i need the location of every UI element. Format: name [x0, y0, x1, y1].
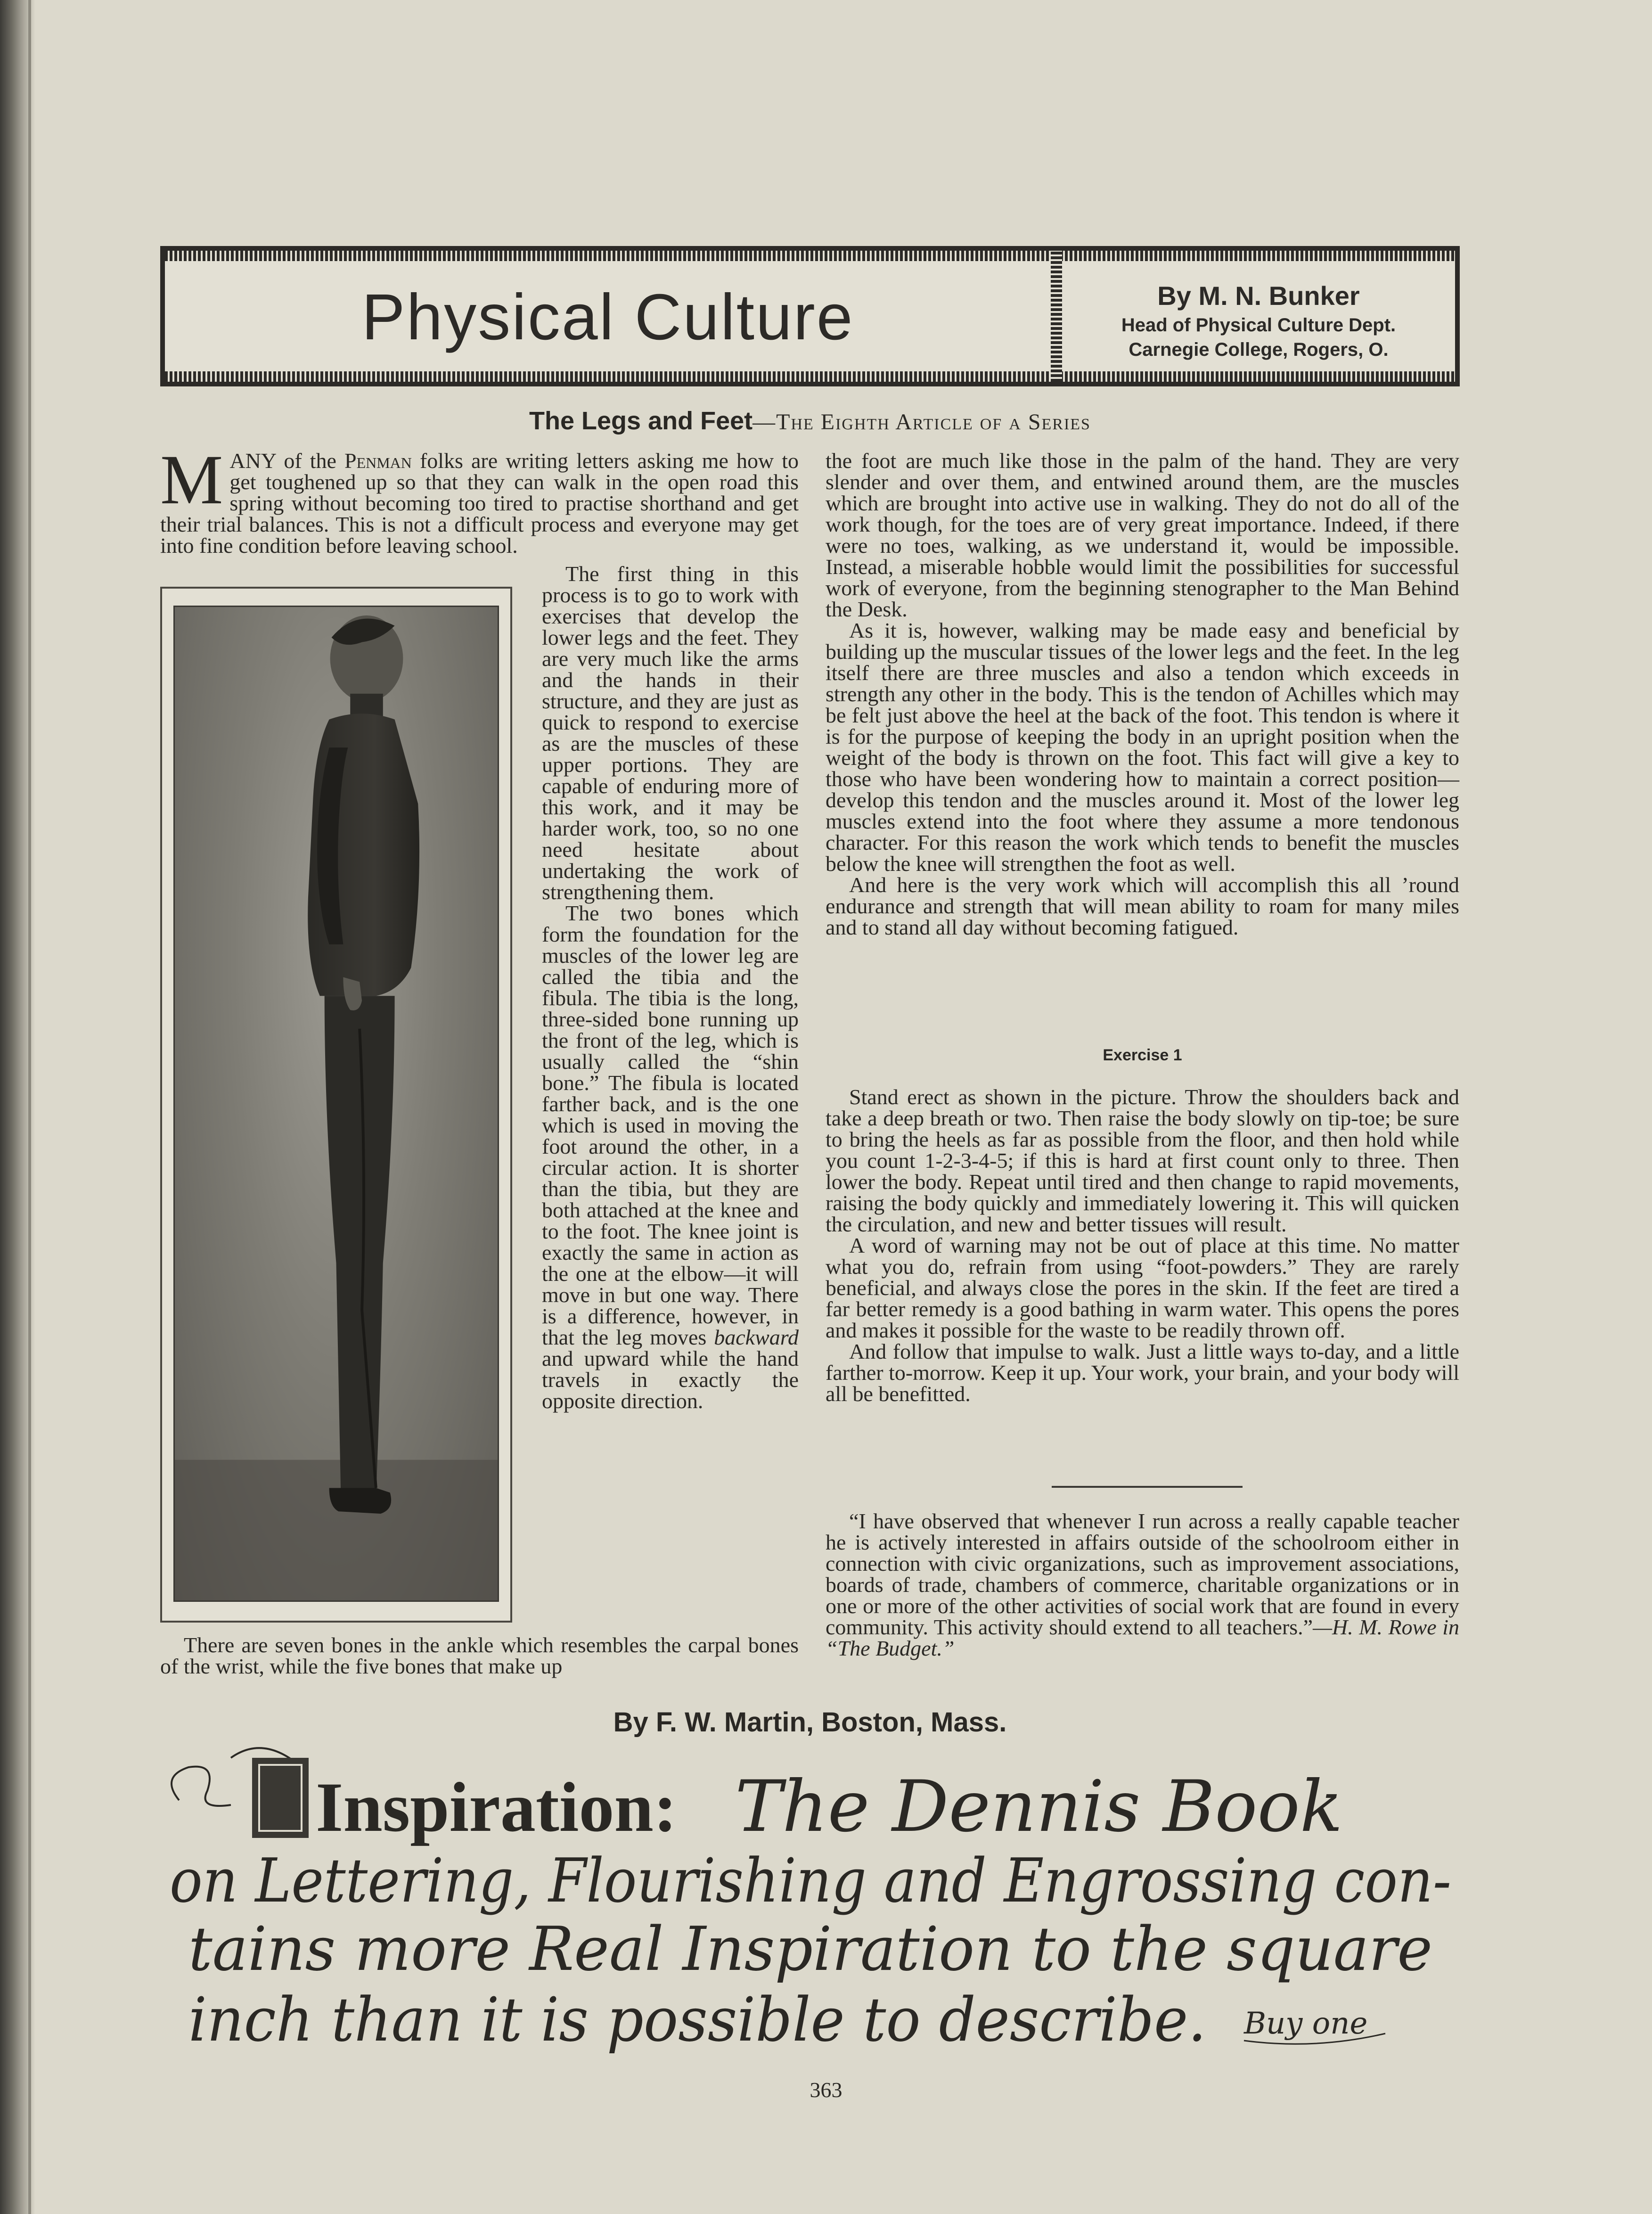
quote-body: “I have observed that whenever I run across a really capable teacher he is actively interested in affairs outside of the schoolroom either in connection with civic organizations, such as improvement associations, boards of trade, chambers of commerce, charitable organizations or in one or more of the other activities of social work that are found in every community. This activity should extend to all teachers.”	[826, 1509, 1459, 1639]
paragraph-exercises: The first thing in this process is to go to work with exercises that develop the lower legs and the feet. They are very much like the arms and the hands in their structure, and they are just as quick to respond to exercise as are the muscles of these upper portions. They are capable of enduring more of this work, and it may be harder work, too, so no one need hesitate about undertaking the work of strengthening them.	[542, 562, 799, 904]
intro-text-b: folks are writing letters asking me how to get toughened up so that they can walk in the open road this spring without becoming too tired to practise shorthand and get their trial balances. This is not a difficult process and everyone may get into fine condition before leaving school.	[160, 449, 799, 558]
article-series: —The Eighth Article of a Series	[752, 410, 1091, 435]
inspiration-gothic: Inspiration:	[316, 1768, 677, 1846]
calligraphy-credit: By F. W. Martin, Boston, Mass.	[613, 1707, 1007, 1738]
paragraph-warning: A word of warning may not be out of place at this time. No matter what you do, refrain from using “foot-powders.” They are rarely beneficial, and always close the pores in the skin. If the feet are tired a far better remedy is a good bathing in warm water. This opens the pores and makes it possible for the waste to be readily thrown off.	[826, 1233, 1459, 1342]
exercise-section	[826, 1086, 1459, 1404]
inspiration-calligraphy	[160, 1739, 1460, 2069]
quote-text	[826, 1510, 1459, 1659]
inspiration-line-3: tains more Real Inspiration to the square	[188, 1914, 1432, 1984]
paragraph-walking: As it is, however, walking may be made easy and beneficial by building up the muscular tissues of the lower legs and the feet. In the leg itself there are three muscles and also a tendon which exceeds in strength any other in the body. This is the tendon of Achilles which may be felt just above the heel at the back of the foot. This tendon is where it is for the purpose of keeping the body in an upright position when the weight of the body is thrown on the foot. This fact will give a key to those who have been wondering how to maintain a correct position—develop this tendon and the muscles around it. Most of the lower leg muscles extend into the foot where they assume a more tendonous character. For this reason the work which tends to benefit the muscles below the knee will strengthen the foot as well.	[826, 618, 1459, 876]
inspiration-title: The Dennis Book	[735, 1766, 1343, 1848]
page-edge	[28, 0, 31, 2214]
article-title: The Legs and Feet	[529, 407, 753, 435]
header-box	[160, 246, 1460, 386]
quote-block	[826, 1510, 1459, 1659]
bones-text-b: and upward while the hand travels in exactly the opposite direction.	[542, 1346, 799, 1413]
left-narrow-column	[542, 563, 799, 1411]
inspiration-tail: Buy one	[1244, 2006, 1368, 2041]
paragraph-exercise-1: Stand erect as shown in the picture. Throw the shoulders back and take a deep breath or two. Then raise the body slowly on tip-toe; be sure to bring the heels as far as possible from the floor, and then hold while you count 1-2-3-4-5; if this is hard at first count only to three. Then lower the body. Repeat until tired and then change to rapid movements, raising the body quickly and immediately lowering it. This will quicken the circulation, and new and better tissues will result.	[826, 1085, 1459, 1236]
article-heading	[160, 406, 1460, 435]
inspiration-line-4: inch than it is possible to describe.	[188, 1985, 1206, 2055]
bones-text-a: The two bones which form the foundation for the muscles of the lower leg are called the tibia and the fibula. The tibia is the long, three-sided bone running up the front of the leg, which is usually called the “shin bone.” The fibula is located farther back, and is the one which is used in moving the foot around the other, in a circular action. It is shorter than the tibia, but they are both attached at the knee and to the foot. The knee joint is exactly the same in action as the one at the elbow—it will move in but one way. There is a difference, however, in that the leg moves	[542, 901, 799, 1349]
flourish-left	[172, 1767, 231, 1806]
author-institution: Carnegie College, Rogers, O.	[1129, 339, 1389, 360]
photo-frame	[160, 587, 512, 1623]
paragraph-endurance: And here is the very work which will accomplish this all ’round endurance and strength that will mean ability to roam for many miles and to stand all day without becoming fatigued.	[826, 873, 1459, 939]
paragraph-bones	[542, 902, 799, 1411]
paragraph-ankle: There are seven bones in the ankle which resembles the carpal bones of the wrist, while the five bones that make up	[160, 1633, 799, 1678]
paragraph-walk: And follow that impulse to walk. Just a little ways to-day, and a little farther to-morrow. Keep it up. Your work, your brain, and your body will all be benefitted.	[826, 1339, 1459, 1406]
header-divider	[1051, 251, 1062, 382]
paragraph-foot: the foot are much like those in the palm of the hand. They are very slender and over them, and entwined around them, are the muscles which are brought into active use in walking. They do not do all of the work though, for the toes are of very great importance. Indeed, if there were no toes, walking, as we understand it, would be impossible. Instead, a miserable hobble would limit the possibilities for successful work of everyone, from the beginning stenographer to the Man Behind the Desk.	[826, 449, 1459, 621]
standing-man-figure	[175, 607, 498, 1600]
intro-paragraph	[160, 441, 799, 558]
left-bottom-paragraph	[160, 1634, 799, 1677]
right-column	[826, 450, 1459, 938]
exercise-heading: Exercise 1	[1103, 1046, 1182, 1064]
page-number: 363	[810, 2078, 842, 2102]
header-border-top	[165, 251, 1455, 261]
header-byline	[1062, 279, 1455, 362]
inspiration-line-2: on Lettering, Flourishing and Engrossing con-	[170, 1846, 1451, 1916]
drop-cap: M	[160, 441, 223, 519]
standing-man-photo	[173, 606, 499, 1602]
header-title: Physical Culture	[361, 281, 854, 353]
header-border-bottom	[165, 371, 1455, 382]
quote-attribution: —H. M. Rowe in “The Budget.”	[826, 1615, 1460, 1660]
bones-emphasis: backward	[714, 1325, 799, 1349]
section-divider	[1052, 1486, 1243, 1488]
illuminated-capital	[252, 1758, 309, 1838]
intro-text-a: ANY of the	[229, 449, 344, 473]
author-name: By M. N. Bunker	[1157, 281, 1360, 311]
author-position: Head of Physical Culture Dept.	[1121, 315, 1396, 336]
penman-word: Penman	[344, 449, 412, 473]
